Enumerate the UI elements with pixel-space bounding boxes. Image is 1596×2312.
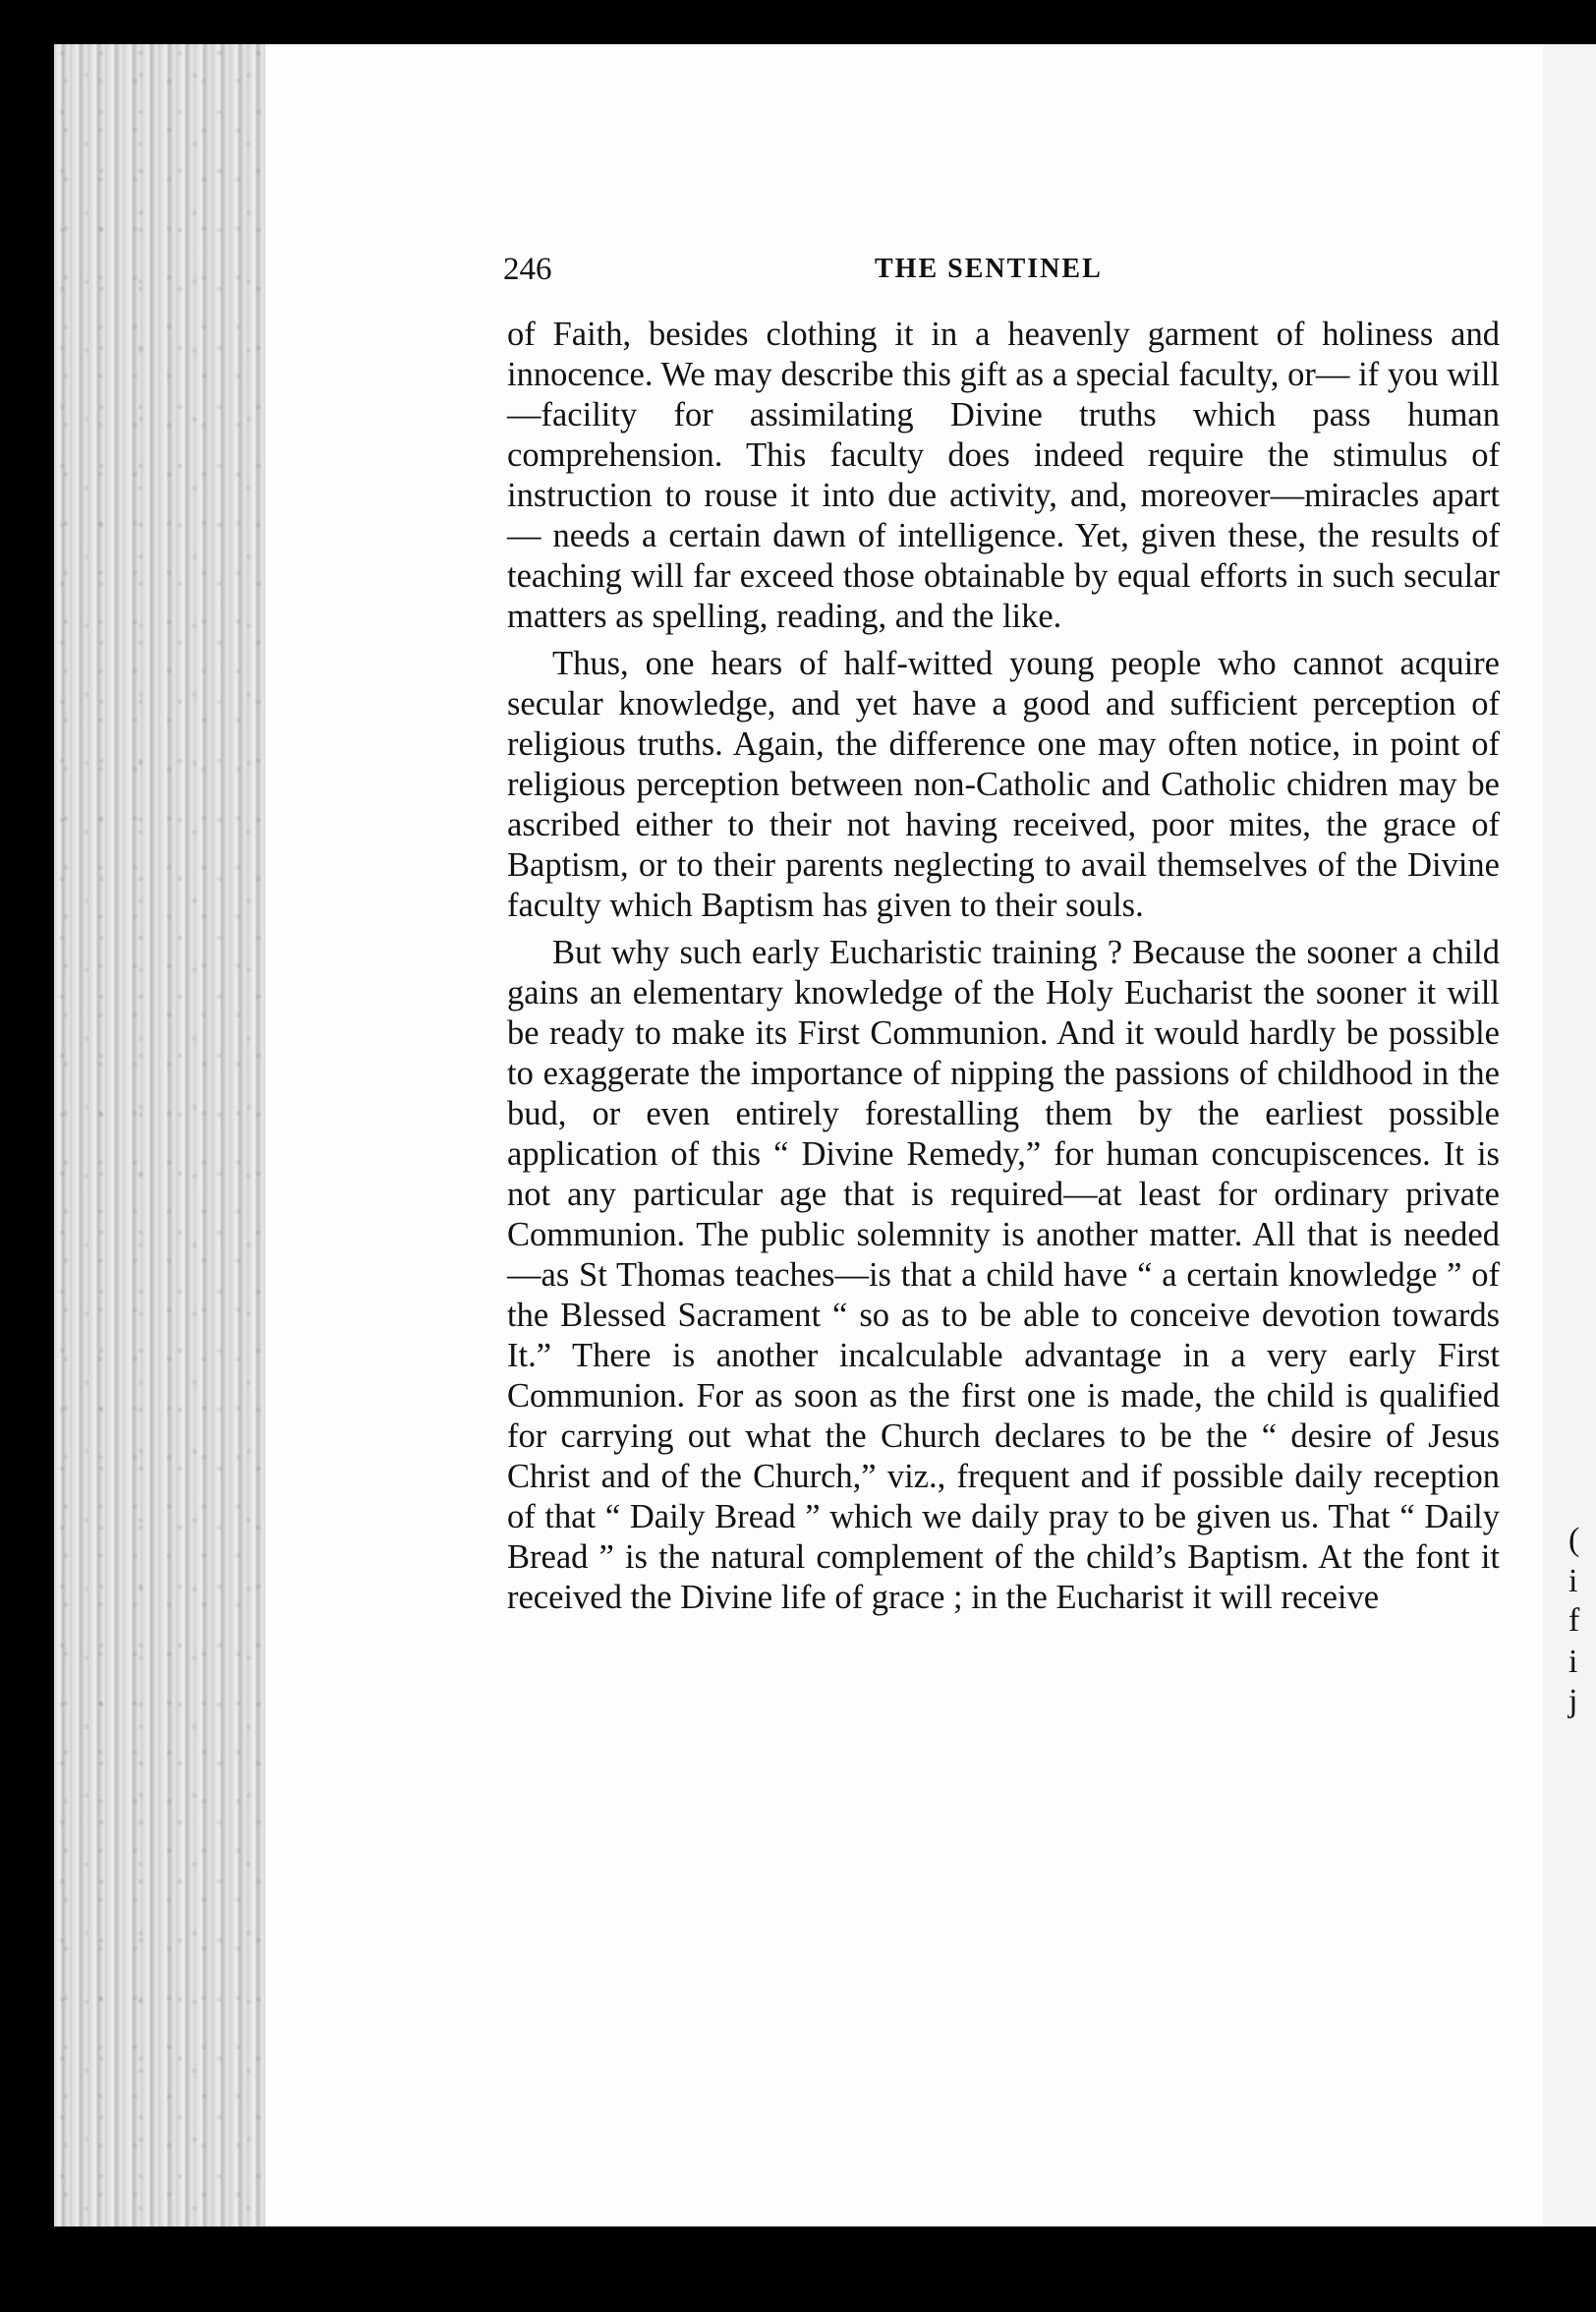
facing-page-fragment: j: [1568, 1683, 1578, 1719]
body-text: [507, 315, 1500, 1625]
paragraph: But why such early Eucharistic training ? Because the sooner a child gains an elementary knowledge of the Holy Eucharist the sooner it will be ready to make its First Communion. And it would hardly be possible to exaggerate the importance of nipping the passions of childhood in the bud, or even entirely forestalling them by the earliest possible application of this “ Divine Remedy,” for human concupiscences. It is not any particular age that is required—at least for ordinary private Communion. The public solemnity is another matter. All that is needed—as St Thomas teaches—is that a child have “ a certain knowledge ” of the Blessed Sacrament “ so as to be able to conceive devotion towards It.” There is another incalculable advantage in a very early First Communion. For as soon as the first one is made, the child is qualified for carrying out what the Church declares to be the “ desire of Jesus Christ and of the Church,” viz., frequent and if possible daily reception of that “ Daily Bread ” which we daily pray to be given us. That “ Daily Bread ” is the natural complement of the child’s Baptism. At the font it received the Divine life of grace ; in the Eucharist it will receive: [507, 934, 1500, 1616]
facing-page-fragment: (: [1568, 1522, 1580, 1558]
facing-page-fragment: i: [1568, 1644, 1578, 1680]
facing-page-fragment: i: [1568, 1563, 1578, 1599]
page-header-title: THE SENTINEL: [875, 254, 1103, 284]
page-number: 246: [503, 252, 552, 287]
facing-page-edge: [1543, 44, 1596, 2226]
facing-page-fragment: f: [1568, 1602, 1580, 1639]
paragraph: of Faith, besides clothing it in a heavenly garment of holiness and innocence. We may describe this gift as a special faculty, or— if you will—facility for assimilating Divine truths which pass human comprehension. This faculty does indeed require the stimulus of instruction to rouse it into due activity, and, moreover—miracles apart — needs a certain dawn of intelligence. Yet, given these, the results of teaching will far exceed those obtainable by equal efforts in such secular matters as spelling, reading, and the like.: [507, 316, 1500, 635]
paragraph: Thus, one hears of half-witted young people who cannot acquire secular knowledge, and yet have a good and sufficient perception of religious truths. Again, the difference one may often notice, in point of religious perception between non-Catholic and Catholic chidren may be ascribed either to their not having received, poor mites, the grace of Baptism, or to their parents neglecting to avail themselves of the Divine faculty which Baptism has given to their souls.: [507, 645, 1500, 924]
running-head: [503, 252, 1501, 291]
page-edges-stack: [54, 44, 265, 2226]
